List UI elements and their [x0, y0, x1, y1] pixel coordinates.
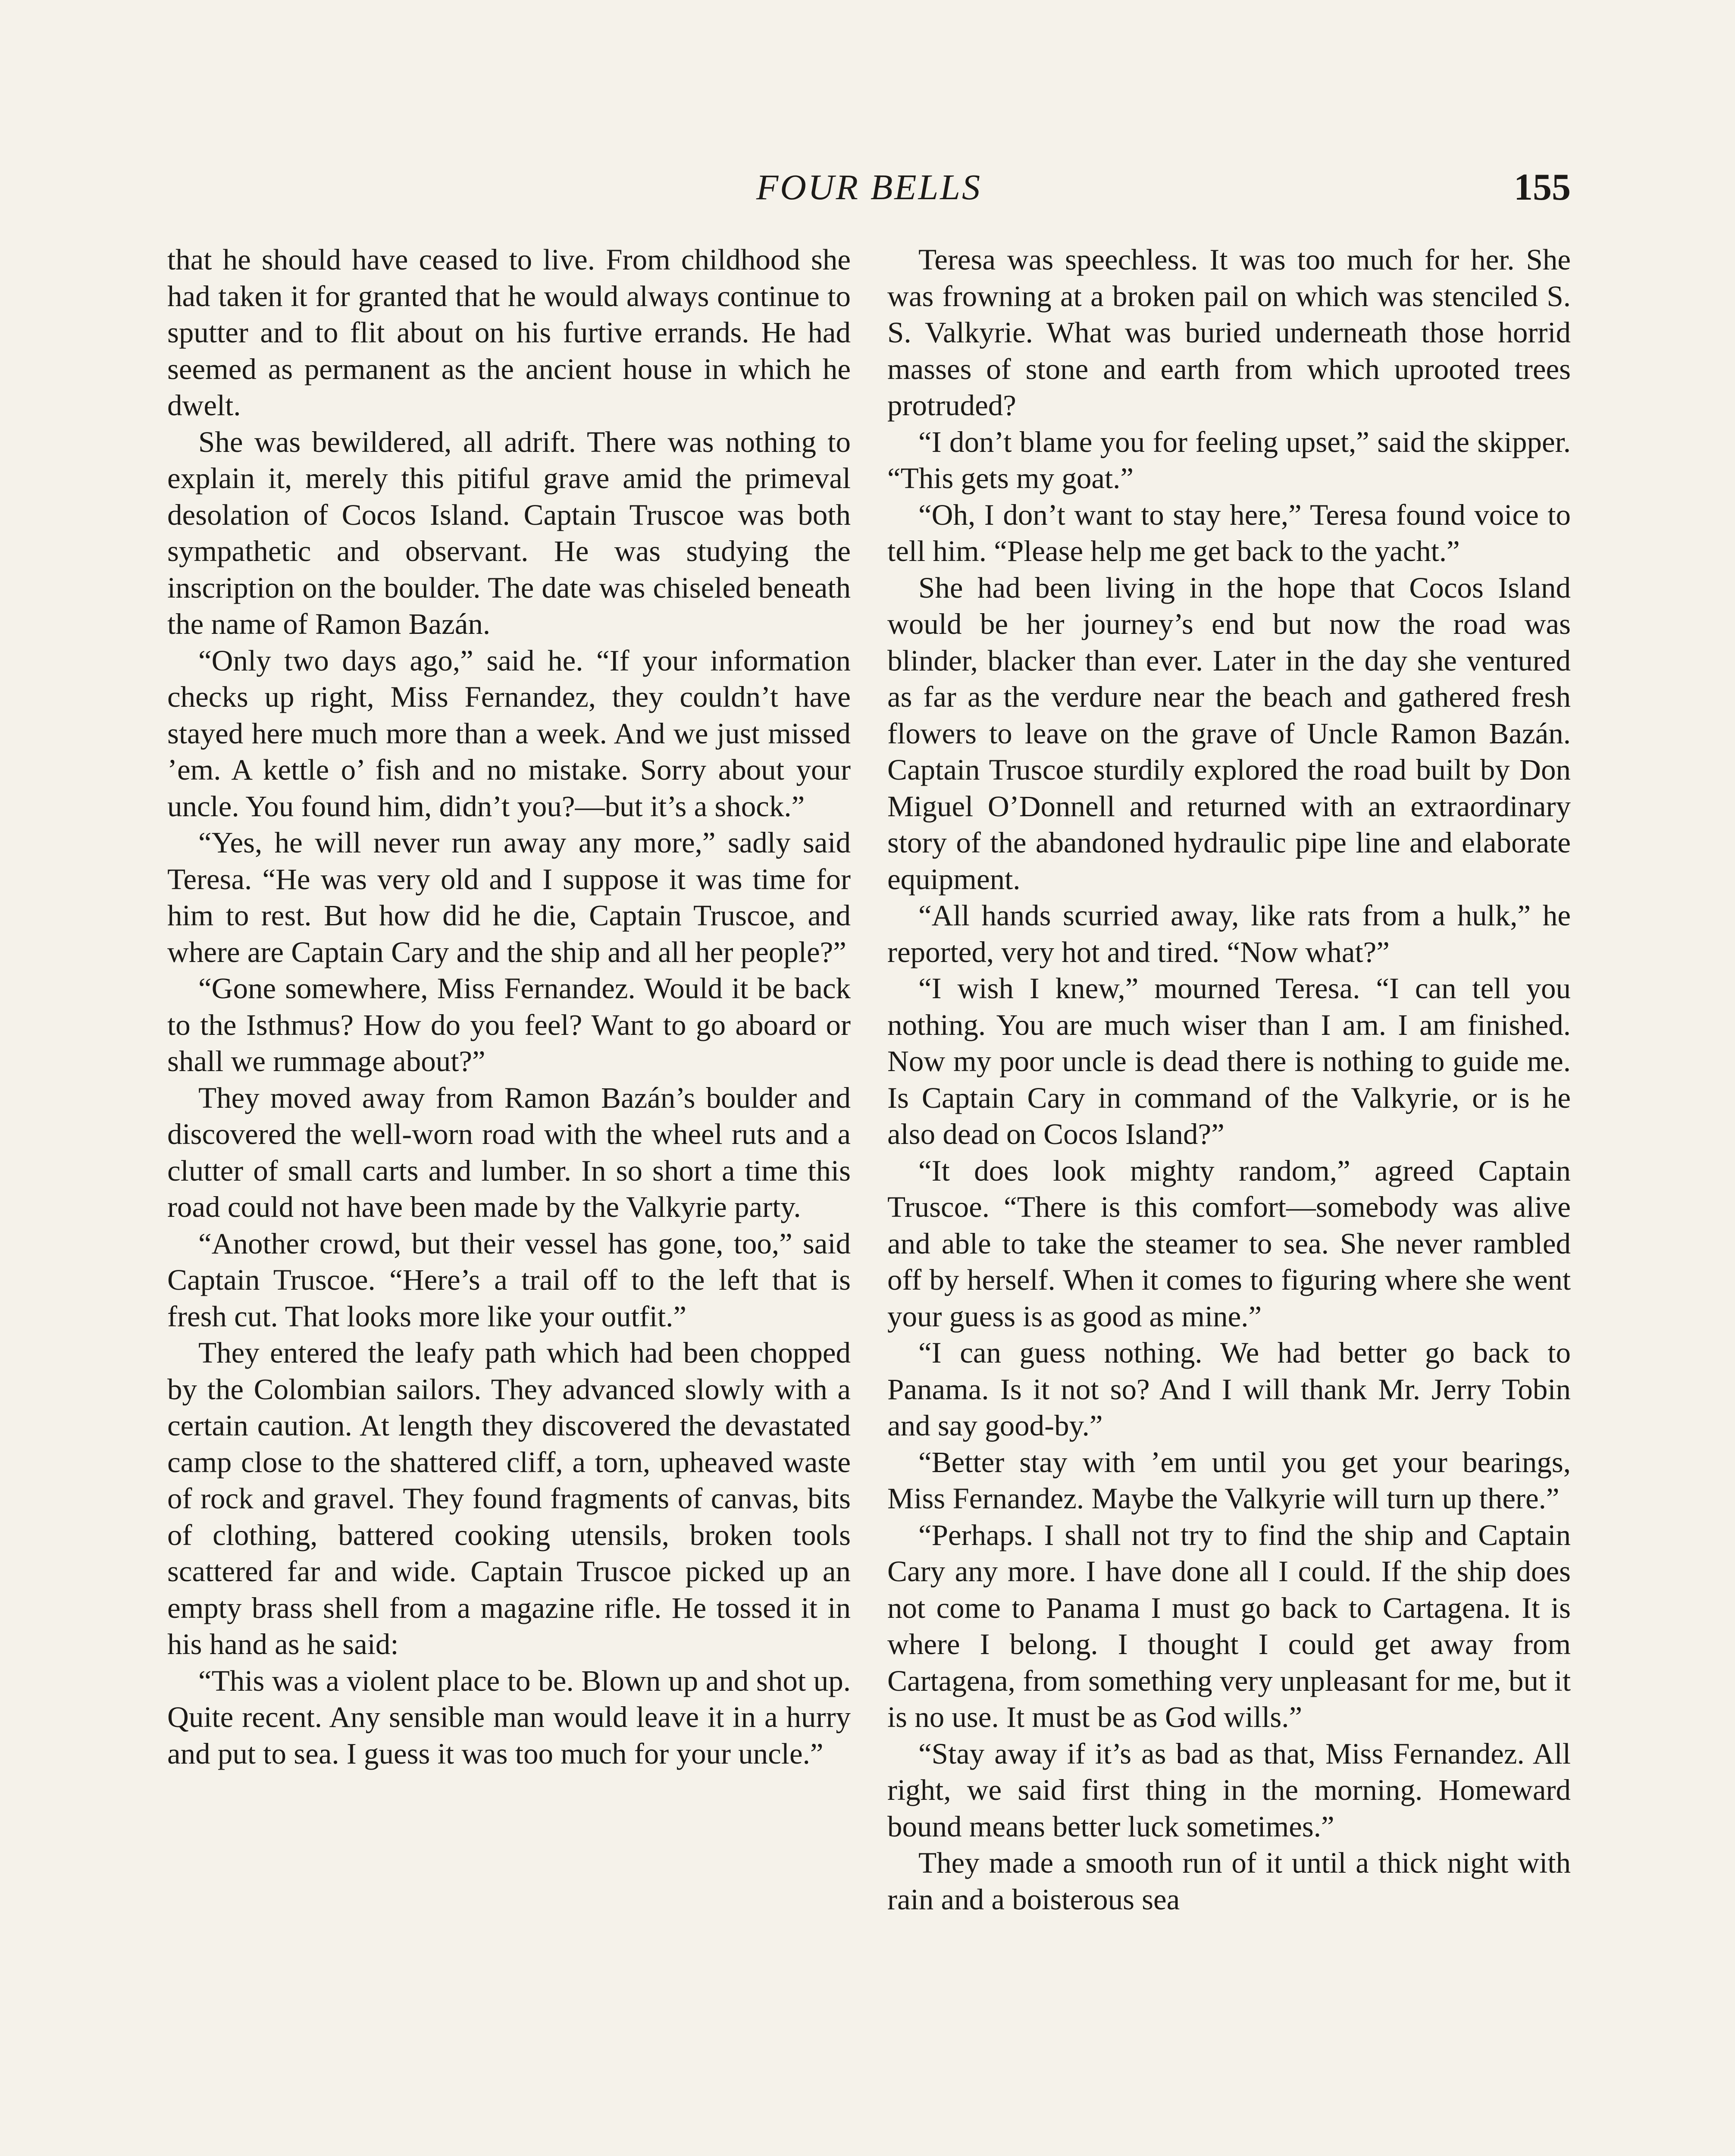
- paragraph: They moved away from Ramon Bazán’s boulder and discovered the well-worn road with the wheel ruts and a clutter of small carts and lumber. In so short a time this road could not have been made by the Valkyrie party.: [167, 1081, 851, 1223]
- paragraph: She was bewildered, all adrift. There was nothing to explain it, merely this pitiful grave amid the primeval desolation of Cocos Island. Captain Truscoe was both sympathetic and observant. He was studying the inscription on the boulder. The date was chiseled beneath the name of Ramon Bazán.: [167, 425, 851, 640]
- paragraph: “This was a violent place to be. Blown up and shot up. Quite recent. Any sensible man would leave it in a hurry and put to sea. I guess it was too much for your uncle.”: [167, 1664, 851, 1770]
- paragraph: She had been living in the hope that Cocos Island would be her journey’s end but now the road was blinder, blacker than ever. Later in the day she ventured as far as the verdure near the beach and gathered fresh flowers to leave on the grave of Uncle Ramon Bazán. Captain Truscoe sturdily explored the road built by Don Miguel O’Donnell and returned with an extraordinary story of the abandoned hydraulic pipe line and elaborate equipment.: [887, 571, 1571, 896]
- paragraph: “Another crowd, but their vessel has gone, too,” said Captain Truscoe. “Here’s a trail off to the left that is fresh cut. That looks more like your outfit.”: [167, 1227, 851, 1333]
- running-head: [167, 164, 1571, 211]
- paragraph: “Oh, I don’t want to stay here,” Teresa found voice to tell him. “Please help me get back to the yacht.”: [887, 498, 1571, 567]
- paragraph: They made a smooth run of it until a thick night with rain and a boisterous sea: [887, 1846, 1571, 1916]
- paragraph: “Better stay with ’em until you get your bearings, Miss Fernandez. Maybe the Valkyrie will turn up there.”: [887, 1445, 1571, 1515]
- paragraph: “I can guess nothing. We had better go back to Panama. Is it not so? And I will thank Mr. Jerry Tobin and say good-by.”: [887, 1336, 1571, 1442]
- left-column: [167, 241, 851, 1772]
- paragraph: “All hands scurried away, like rats from a hulk,” he reported, very hot and tired. “Now what?”: [887, 899, 1571, 968]
- paragraph: “I don’t blame you for feeling upset,” said the skipper. “This gets my goat.”: [887, 425, 1571, 495]
- running-title: FOUR BELLS: [756, 167, 982, 207]
- page-number: 155: [1514, 166, 1571, 208]
- paragraph: “Perhaps. I shall not try to find the ship and Captain Cary any more. I have done all I could. If the ship does not come to Panama I must go back to Cartagena. It is where I belong. I thought I could get away from Cartagena, from something very unpleasant for me, but it is no use. It must be as God wills.”: [887, 1518, 1571, 1733]
- paragraph: “Stay away if it’s as bad as that, Miss Fernandez. All right, we said first thing in the morning. Homeward bound means better luck sometimes.”: [887, 1737, 1571, 1843]
- paragraph: “Only two days ago,” said he. “If your information checks up right, Miss Fernandez, they couldn’t have stayed here much more than a week. And we just missed ’em. A kettle o’ fish and no mistake. Sorry about your uncle. You found him, didn’t you?—but it’s a shock.”: [167, 644, 851, 823]
- paragraph: “Gone somewhere, Miss Fernandez. Would it be back to the Isthmus? How do you feel? Want to go aboard or shall we rummage about?”: [167, 972, 851, 1078]
- paragraph: Teresa was speechless. It was too much for her. She was frowning at a broken pail on which was stenciled S. S. Valkyrie. What was buried underneath those horrid masses of stone and earth from which uprooted trees protruded?: [887, 243, 1571, 422]
- paragraph: “I wish I knew,” mourned Teresa. “I can tell you nothing. You are much wiser than I am. I am finished. Now my poor uncle is dead there is nothing to guide me. Is Captain Cary in command of the Valkyrie, or is he also dead on Cocos Island?”: [887, 972, 1571, 1150]
- paragraph: “Yes, he will never run away any more,” sadly said Teresa. “He was very old and I suppose it was time for him to rest. But how did he die, Captain Truscoe, and where are Captain Cary and the ship and all her people?”: [167, 826, 851, 968]
- paragraph: They entered the leafy path which had been chopped by the Colombian sailors. They advanced slowly with a certain caution. At length they discovered the devastated camp close to the shattered cliff, a torn, upheaved waste of rock and gravel. They found fragments of canvas, bits of clothing, battered cooking utensils, broken tools scattered far and wide. Captain Truscoe picked up an empty brass shell from a magazine rifle. He tossed it in his hand as he said:: [167, 1336, 851, 1661]
- paragraph: “It does look mighty random,” agreed Captain Truscoe. “There is this comfort—somebody was alive and able to take the steamer to sea. She never rambled off by herself. When it comes to figuring where she went your guess is as good as mine.”: [887, 1154, 1571, 1333]
- right-column: [887, 241, 1571, 1918]
- paragraph: that he should have ceased to live. From childhood she had taken it for granted that he would always continue to sputter and to flit about on his furtive errands. He had seemed as permanent as the ancient house in which he dwelt.: [167, 243, 851, 422]
